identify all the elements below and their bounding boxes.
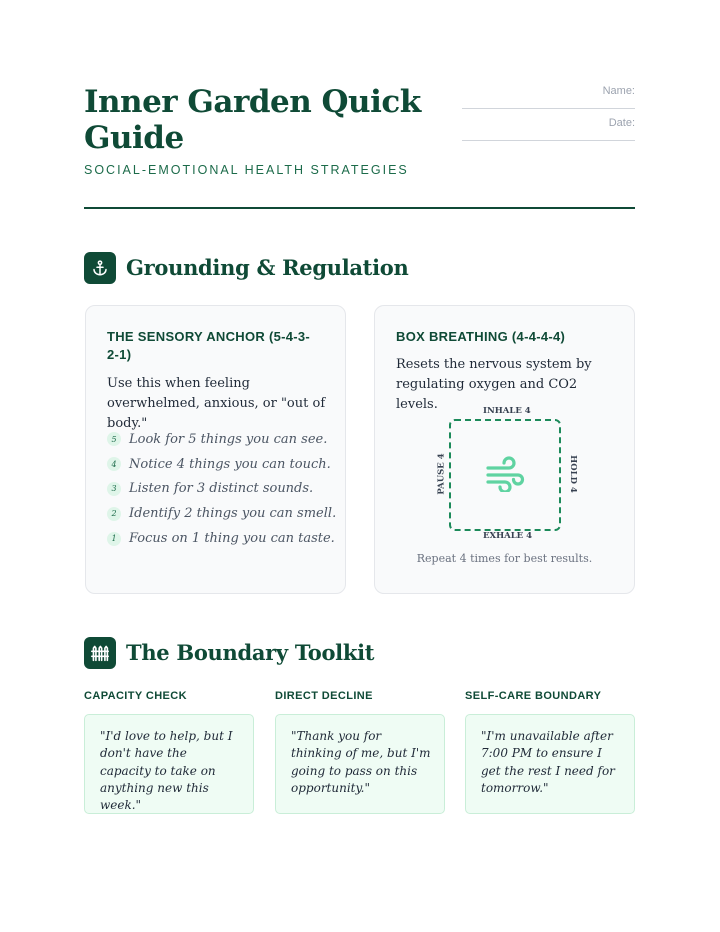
boundary-quote: "I'm unavailable after 7:00 PM to ensure I get the rest I need for tomorrow." — [481, 729, 615, 795]
date-label: Date: — [608, 117, 635, 129]
name-field-line[interactable] — [462, 108, 635, 109]
boundary-quote: "Thank you for thinking of me, but I'm going to pass on this opportunity." — [291, 729, 431, 795]
boundary-item-label: DIRECT DECLINE — [275, 690, 373, 702]
step-number-badge: 2 — [107, 507, 121, 521]
step-text: Notice 4 things you can touch. — [129, 456, 331, 472]
fence-icon — [84, 637, 116, 669]
hold-label: HOLD 4 — [567, 455, 578, 493]
box-breathing-card — [374, 305, 635, 594]
step-text: Listen for 3 distinct sounds. — [129, 481, 314, 497]
section-title-grounding: Grounding & Regulation — [126, 255, 409, 280]
date-field-line[interactable] — [462, 140, 635, 141]
sensory-anchor-card — [85, 305, 346, 594]
name-label: Name: — [602, 85, 635, 97]
wind-icon — [485, 456, 525, 492]
box-breathing-caption: Repeat 4 times for best results. — [416, 552, 593, 565]
exhale-label: EXHALE 4 — [483, 531, 533, 541]
list-item — [107, 501, 336, 526]
page-subtitle: SOCIAL-EMOTIONAL HEALTH STRATEGIES — [84, 163, 409, 177]
pause-label: PAUSE 4 — [436, 453, 447, 495]
boundary-item-label: SELF-CARE BOUNDARY — [465, 690, 602, 702]
step-number-badge: 1 — [107, 532, 121, 546]
boundary-quote: "I'd love to help, but I don't have the capacity to take on anything new this week." — [100, 729, 233, 813]
section-title-boundary: The Boundary Toolkit — [126, 640, 375, 665]
boundary-item-self-care — [465, 690, 635, 814]
boundary-item-capacity — [84, 690, 254, 814]
list-item — [107, 427, 336, 452]
box-breathing-diagram — [435, 401, 578, 541]
page-title: Inner Garden Quick Guide — [84, 84, 421, 156]
boundary-quote-card — [84, 714, 254, 814]
list-item — [107, 477, 336, 502]
box-breathing-heading: BOX BREATHING (4-4-4-4) — [396, 329, 566, 344]
step-number-badge: 3 — [107, 482, 121, 496]
sensory-steps-list — [107, 427, 336, 551]
step-text: Focus on 1 thing you can taste. — [129, 531, 335, 547]
boundary-item-label: CAPACITY CHECK — [84, 690, 187, 702]
sensory-anchor-intro: Use this when feeling overwhelmed, anxious, or "out of body." — [107, 376, 326, 431]
step-number-badge: 5 — [107, 432, 121, 446]
step-number-badge: 4 — [107, 457, 121, 471]
list-item — [107, 452, 336, 477]
boundary-quote-card — [275, 714, 445, 814]
inhale-label: INHALE 4 — [483, 406, 531, 416]
boundary-quote-card — [465, 714, 635, 814]
anchor-icon — [84, 252, 116, 284]
boundary-item-decline — [275, 690, 445, 814]
list-item — [107, 526, 336, 551]
sensory-anchor-heading: THE SENSORY ANCHOR (5-4-3-2-1) — [107, 329, 311, 362]
step-text: Identify 2 things you can smell. — [129, 506, 337, 522]
header-divider — [84, 207, 635, 209]
box-breathing-intro: Resets the nervous system by regulating oxygen and CO2 levels. — [396, 357, 592, 412]
step-text: Look for 5 things you can see. — [129, 431, 328, 447]
